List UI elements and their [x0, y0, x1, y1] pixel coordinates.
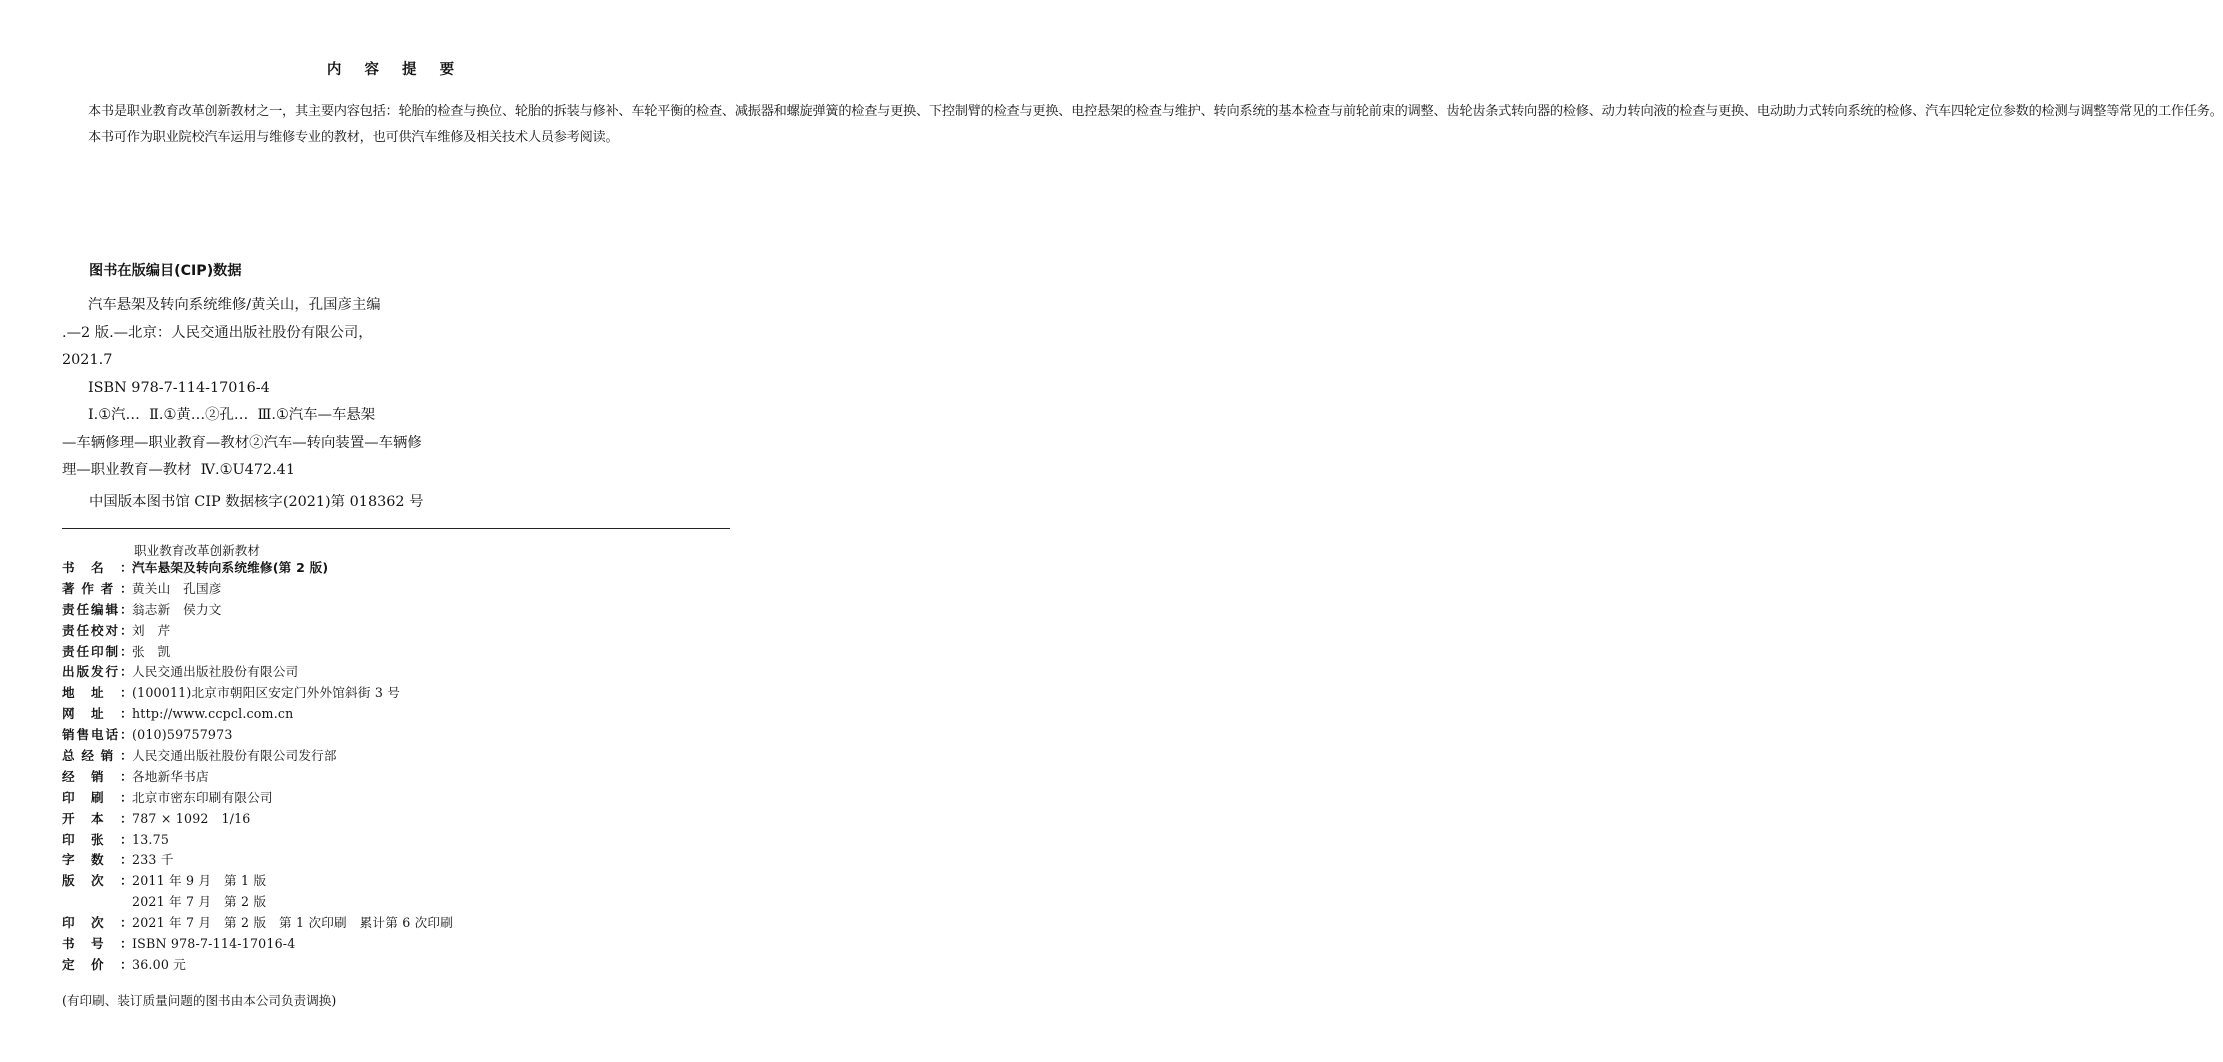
info-label	[62, 683, 132, 704]
info-label	[62, 871, 132, 892]
info-label-char: 对	[105, 622, 119, 638]
info-label-char: 售	[76, 727, 90, 743]
info-label-char: 销	[100, 748, 114, 764]
info-label-colon: ：	[120, 601, 133, 617]
info-label-colon: ：	[120, 873, 133, 889]
summary-paragraph: 本书是职业教育改革创新教材之一，其主要内容包括：轮胎的检查与换位、轮胎的拆装与修补、车轮平衡的检查、减振器和螺旋弹簧的检查与更换、下控制臂的检查与更换、电控悬架的检查与维护、转向系统的基本检查与前轮前束的调整、齿轮齿条式转向器的检修、动力转向液的检查与更换、电动助力式转向系统的检修、汽车四轮定位参数的检测与调整等常见的工作任务。	[88, 104, 2223, 119]
info-label-char: 印	[91, 643, 104, 659]
info-label	[62, 955, 132, 976]
info-label-colon: ：	[120, 936, 133, 952]
info-label	[62, 746, 132, 767]
cip-line: 理—职业教育—教材 Ⅳ.①U472.41	[62, 462, 295, 478]
info-label-colon: ：	[120, 664, 133, 680]
summary-paragraph: 本书可作为职业院校汽车运用与维修专业的教材，也可供汽车维修及相关技术人员参考阅读。	[88, 129, 619, 145]
info-label-colon: ：	[120, 789, 133, 805]
info-value: 2021 年 7 月 第 2 版 第 1 次印刷 累计第 6 次印刷	[132, 915, 454, 931]
cip-block	[62, 292, 722, 485]
info-value: 233 千	[132, 852, 174, 868]
info-value: 人民交通出版社股份有限公司	[132, 664, 299, 680]
cip-line: 2021.7	[62, 352, 113, 368]
cip-line: Ⅰ.①汽… Ⅱ.①黄…②孔… Ⅲ.①汽车—车悬架	[88, 407, 376, 423]
info-label-char: 著	[62, 580, 75, 596]
info-label-colon: ：	[119, 748, 133, 764]
info-label-colon: ：	[120, 768, 133, 784]
info-label-char: 发	[91, 664, 104, 680]
info-row	[62, 871, 453, 892]
cip-line: .—2 版.—北京：人民交通出版社股份有限公司，	[62, 324, 373, 341]
info-value: 人民交通出版社股份有限公司发行部	[132, 748, 337, 764]
info-label-char: 话	[105, 727, 119, 743]
info-row	[62, 892, 453, 913]
info-label-char: 任	[76, 643, 90, 659]
series-name: 职业教育改革创新教材	[134, 543, 260, 558]
info-label	[62, 788, 132, 809]
info-value: (010)59757973	[132, 727, 233, 743]
info-row	[62, 809, 453, 830]
info-label-colon: ：	[120, 727, 133, 743]
info-label	[62, 662, 132, 683]
info-label-char: 版	[62, 873, 75, 889]
info-label-colon: ：	[120, 831, 133, 847]
info-label-char: 版	[76, 664, 90, 680]
info-label-char: 销	[62, 727, 75, 743]
info-label-char: 价	[91, 956, 104, 972]
info-label-char: 电	[91, 727, 104, 743]
info-row	[62, 850, 453, 871]
info-label	[62, 934, 132, 955]
info-label-colon: ：	[120, 560, 133, 575]
info-label-char: 编	[91, 601, 104, 617]
info-label-char: 者	[100, 580, 114, 596]
info-label-colon: ：	[120, 915, 133, 931]
info-value: http://www.ccpcl.com.cn	[132, 706, 294, 722]
info-label-char: 责	[62, 601, 75, 617]
info-value: 2011 年 9 月 第 1 版	[132, 873, 267, 889]
info-value: ISBN 978-7-114-17016-4	[132, 936, 296, 952]
info-label-char: 责	[62, 622, 75, 638]
info-value: 翁志新 侯力文	[132, 601, 222, 617]
info-label-char: 经	[62, 768, 75, 784]
info-label-colon: ：	[120, 706, 133, 722]
info-row	[62, 955, 453, 976]
info-label	[62, 600, 132, 621]
info-label-char: 任	[76, 622, 90, 638]
quality-note: (有印刷、装订质量问题的图书由本公司负责调换)	[62, 993, 337, 1008]
info-value: 汽车悬架及转向系统维修(第 2 版)	[132, 560, 329, 575]
info-value: 13.75	[132, 831, 170, 847]
info-row	[62, 913, 453, 934]
info-label-char: 地	[62, 685, 75, 701]
info-label-char: 总	[62, 748, 75, 764]
info-row	[62, 767, 453, 788]
info-label	[62, 850, 132, 871]
info-label-char: 字	[62, 852, 75, 868]
info-label-char: 次	[91, 915, 104, 931]
info-row	[62, 683, 453, 704]
info-row	[62, 830, 453, 851]
info-label-char: 校	[91, 622, 104, 638]
info-row	[62, 725, 453, 746]
info-label-char: 名	[91, 560, 104, 575]
info-label	[62, 767, 132, 788]
info-label-char: 辑	[105, 601, 119, 617]
info-label	[62, 892, 132, 913]
info-row	[62, 662, 453, 683]
info-label	[62, 642, 132, 663]
info-value: 36.00 元	[132, 956, 187, 972]
info-label	[62, 621, 132, 642]
info-label-char: 址	[91, 706, 104, 722]
info-value: 张 凯	[132, 643, 171, 659]
info-label-char: 号	[91, 936, 104, 952]
info-row	[62, 934, 453, 955]
info-row	[62, 746, 453, 767]
info-row	[62, 558, 453, 579]
info-label	[62, 913, 132, 934]
info-label-char: 经	[81, 748, 94, 764]
info-label-colon: ：	[120, 810, 133, 826]
info-label-char: 张	[91, 831, 104, 847]
cip-verification-number: 中国版本图书馆 CIP 数据核字(2021)第 018362 号	[89, 494, 424, 510]
info-label-colon: ：	[120, 622, 133, 638]
info-label-char: 作	[81, 580, 94, 596]
info-value: 刘 芹	[132, 622, 171, 638]
info-label-char: 本	[91, 810, 104, 826]
cip-line: 汽车悬架及转向系统维修/黄关山，孔国彦主编	[88, 297, 381, 313]
info-label-char: 址	[91, 685, 104, 701]
info-label-char: 销	[91, 768, 104, 784]
info-row	[62, 642, 453, 663]
info-row	[62, 621, 453, 642]
info-value: 787 × 1092 1/16	[132, 810, 251, 826]
info-label-char: 刷	[91, 789, 104, 805]
info-label	[62, 830, 132, 851]
info-label-char: 数	[91, 852, 104, 868]
cip-line: ISBN 978-7-114-17016-4	[88, 379, 270, 396]
info-label-char: 书	[62, 936, 75, 952]
info-label-char: 网	[62, 706, 75, 722]
content-summary-title: 内 容 提 要	[326, 62, 464, 78]
info-value: (100011)北京市朝阳区安定门外外馆斜街 3 号	[132, 685, 401, 701]
info-label-char: 制	[105, 643, 119, 659]
info-row	[62, 600, 453, 621]
info-label	[62, 809, 132, 830]
info-label	[62, 725, 132, 746]
info-label-char: 责	[62, 643, 75, 659]
info-label	[62, 704, 132, 725]
info-label-colon: ：	[119, 580, 133, 596]
info-label-char: 印	[62, 831, 75, 847]
cip-line: —车辆修理—职业教育—教材②汽车—转向装置—车辆修	[62, 434, 422, 451]
info-row	[62, 704, 453, 725]
info-label-colon: ：	[120, 685, 133, 701]
info-label	[62, 579, 132, 600]
info-label	[62, 558, 132, 579]
info-label-colon: ：	[120, 852, 133, 868]
info-value: 2021 年 7 月 第 2 版	[132, 894, 267, 910]
publication-info-table	[62, 558, 453, 976]
info-label-char: 出	[62, 664, 75, 680]
content-summary	[62, 99, 2223, 150]
info-label-colon: ：	[120, 643, 133, 659]
info-label-char: 次	[91, 873, 104, 889]
info-row	[62, 788, 453, 809]
info-label-char: 定	[62, 956, 75, 972]
info-value: 黄关山 孔国彦	[132, 580, 222, 596]
cip-heading: 图书在版编目(CIP)数据	[89, 263, 242, 279]
info-label-char: 行	[105, 664, 119, 680]
info-label-colon: ：	[120, 956, 133, 972]
info-label-char: 任	[76, 601, 90, 617]
info-label-char: 开	[62, 810, 75, 826]
info-label-char: 书	[62, 560, 75, 575]
info-value: 北京市密东印刷有限公司	[132, 789, 273, 805]
info-row	[62, 579, 453, 600]
info-label-char: 印	[62, 789, 75, 805]
info-label-char: 印	[62, 915, 75, 931]
divider-line	[62, 528, 730, 529]
info-value: 各地新华书店	[132, 768, 209, 784]
